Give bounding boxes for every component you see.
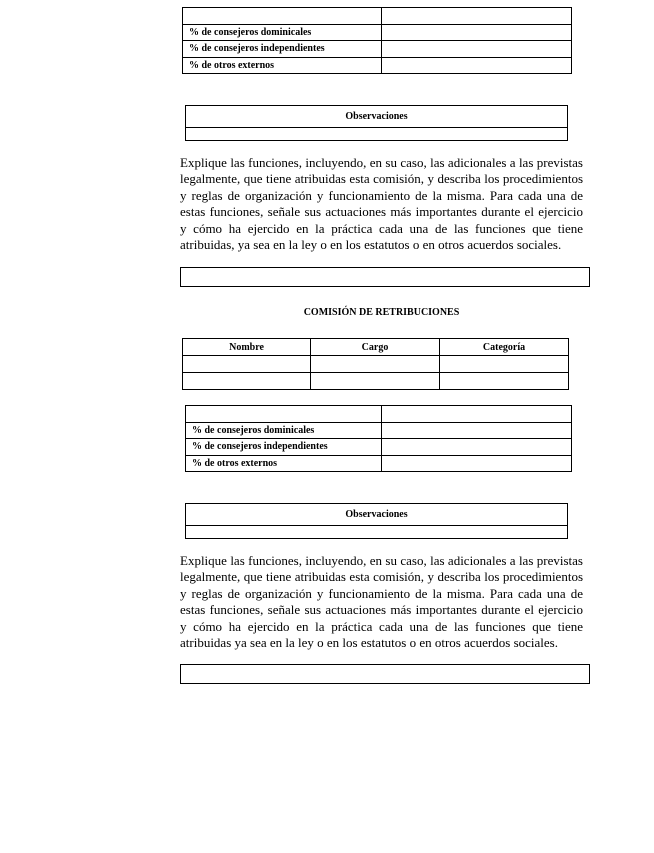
column-header-name: Nombre (183, 339, 311, 356)
table-row (183, 373, 569, 390)
table-row (186, 455, 572, 472)
member-category-cell[interactable] (440, 356, 569, 373)
percent-value-cell[interactable] (382, 439, 572, 456)
table-row (186, 422, 572, 439)
column-header-category: Categoría (440, 339, 569, 356)
table-row (186, 128, 568, 141)
percent-value-cell[interactable] (382, 455, 572, 472)
observations-content[interactable] (186, 526, 568, 539)
percent-value-cell[interactable] (382, 422, 572, 439)
table-row (183, 24, 572, 41)
percent-label-cell (183, 8, 382, 25)
observations-table-2 (185, 503, 568, 539)
percent-value-cell[interactable] (382, 406, 572, 423)
members-table (182, 338, 569, 390)
observations-header: Observaciones (186, 504, 568, 526)
member-category-cell[interactable] (440, 373, 569, 390)
table-row (183, 41, 572, 58)
percent-label-cell (186, 406, 382, 423)
column-header-position: Cargo (311, 339, 440, 356)
percent-value-cell[interactable] (382, 57, 572, 74)
percent-value-cell[interactable] (382, 24, 572, 41)
percent-label-cell: % de otros externos (186, 455, 382, 472)
percent-label-cell: % de otros externos (183, 57, 382, 74)
table-row (186, 439, 572, 456)
composition-percent-table-2 (185, 405, 572, 472)
percent-label-cell: % de consejeros dominicales (186, 422, 382, 439)
functions-explanation-1: Explique las funciones, incluyendo, en su caso, las adicionales a las previstas legalmente, que tiene atribuidas esta comisión, y describa los procedimientos y reglas de organización y funcionamiento de la misma. Para cada una de estas funciones, señale sus actuaciones más importantes durante el ejercicio y cómo ha ejercido en la práctica cada una de las funciones que tiene atribuidas, ya sea en la ley o en los estatutos o en otros acuerdos sociales. (180, 155, 583, 253)
section-title: COMISIÓN DE RETRIBUCIONES (303, 307, 460, 318)
table-row (183, 8, 572, 25)
functions-answer-box-2[interactable] (180, 664, 590, 684)
table-row (183, 57, 572, 74)
percent-label-cell: % de consejeros independientes (183, 41, 382, 58)
percent-label-cell: % de consejeros independientes (186, 439, 382, 456)
composition-percent-table-1 (182, 7, 572, 74)
member-position-cell[interactable] (311, 356, 440, 373)
observations-header: Observaciones (186, 106, 568, 128)
member-position-cell[interactable] (311, 373, 440, 390)
percent-value-cell[interactable] (382, 8, 572, 25)
table-row (183, 356, 569, 373)
member-name-cell[interactable] (183, 373, 311, 390)
table-row (186, 106, 568, 128)
functions-explanation-2: Explique las funciones, incluyendo, en su caso, las adicionales a las previstas legalmente, que tiene atribuidas esta comisión, y describa los procedimientos y reglas de organización y funcionamiento de la misma. Para cada una de estas funciones, señale sus actuaciones más importantes durante el ejercicio y cómo ha ejercido en la práctica cada una de las funciones que tiene atribuidas ya sea en la ley o en los estatutos o en otros acuerdos sociales. (180, 553, 583, 651)
table-header-row (183, 339, 569, 356)
member-name-cell[interactable] (183, 356, 311, 373)
functions-answer-box-1[interactable] (180, 267, 590, 287)
table-row (186, 406, 572, 423)
percent-value-cell[interactable] (382, 41, 572, 58)
table-row (186, 504, 568, 526)
observations-table-1 (185, 105, 568, 141)
percent-label-cell: % de consejeros dominicales (183, 24, 382, 41)
table-row (186, 526, 568, 539)
observations-content[interactable] (186, 128, 568, 141)
